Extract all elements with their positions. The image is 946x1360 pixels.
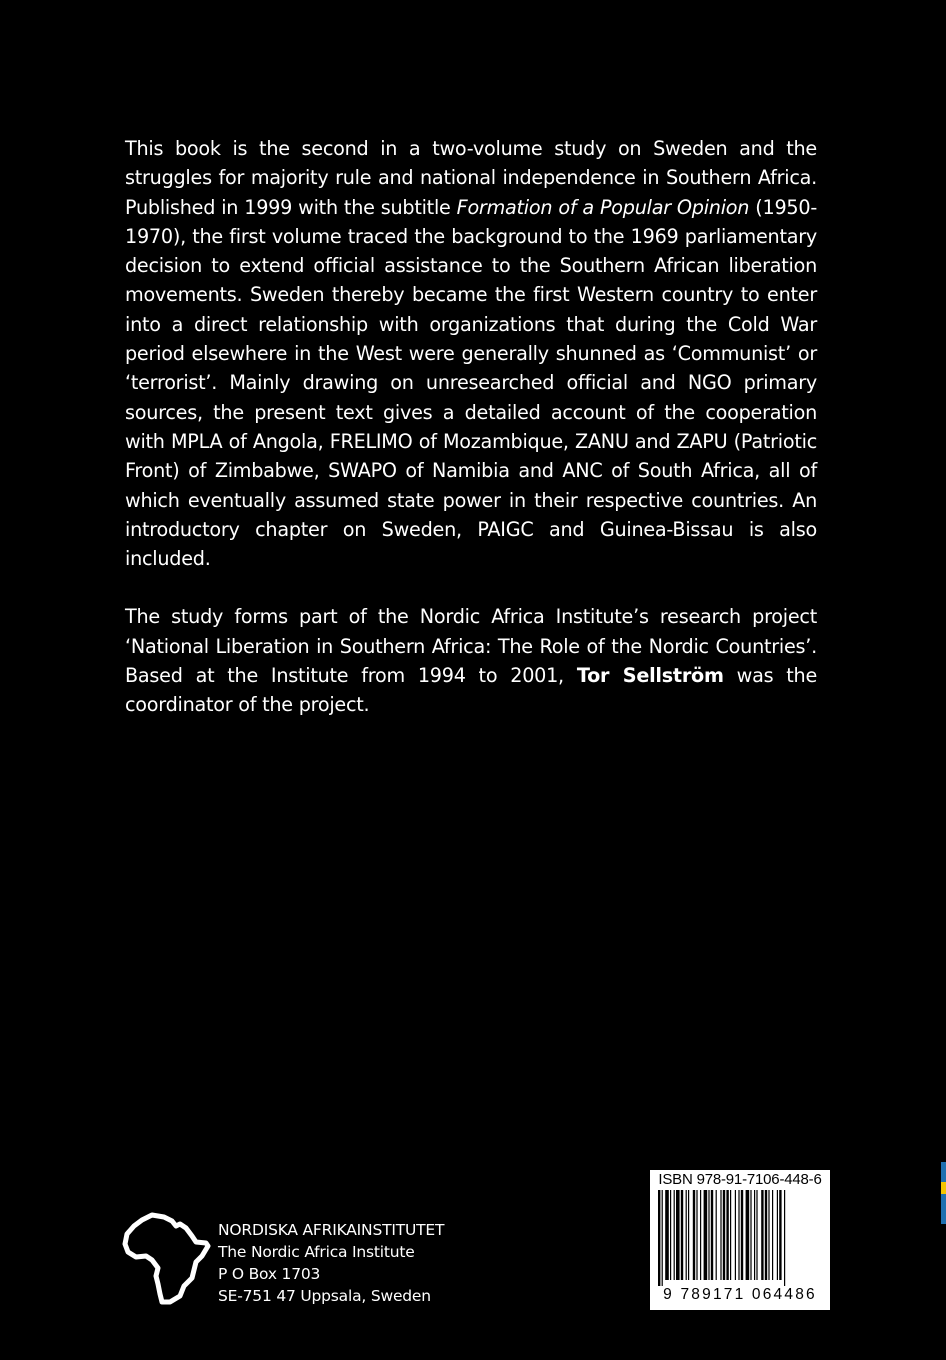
barcode-bar xyxy=(779,1190,781,1280)
blurb-paragraph-2: The study forms part of the Nordic Africa Institute’s research project ‘National Liberation in Southern Africa: The Role of the Nordic Countries’. Based at the Institute from 1994 to 2001, Tor Sellström was the coordinator of the project. xyxy=(125,605,817,717)
swedish-flag-strip xyxy=(941,1162,946,1224)
barcode-bar xyxy=(735,1190,736,1280)
volume-one-subtitle: Formation of a Popular Opinion xyxy=(456,195,750,219)
barcode-bar xyxy=(750,1190,751,1280)
author-name: Tor Sellström xyxy=(576,664,724,688)
publisher-name-en: The Nordic Africa Institute xyxy=(218,1243,415,1261)
publisher-city: SE-751 47 Uppsala, Sweden xyxy=(218,1287,431,1305)
barcode-bar xyxy=(730,1190,731,1280)
barcode-bar xyxy=(756,1190,757,1280)
barcode-bar xyxy=(741,1190,743,1280)
barcode-bar xyxy=(720,1190,721,1280)
barcode-bar xyxy=(754,1190,755,1280)
barcode-bar xyxy=(765,1190,767,1280)
barcode-bar xyxy=(711,1190,713,1280)
barcode-bar xyxy=(716,1190,717,1280)
barcode-bar xyxy=(761,1190,763,1280)
barcode-bar xyxy=(768,1190,769,1280)
barcode-bar xyxy=(676,1190,680,1280)
barcode-bar xyxy=(658,1190,660,1286)
barcode-bar xyxy=(704,1190,708,1280)
barcode-bar xyxy=(726,1190,728,1280)
barcode-bar xyxy=(665,1190,669,1280)
barcode-bar xyxy=(662,1190,663,1286)
isbn-barcode xyxy=(650,1170,830,1310)
barcode-bar xyxy=(723,1190,725,1280)
barcode-bar xyxy=(688,1190,689,1280)
publisher-address xyxy=(218,1219,444,1307)
africa-map-icon xyxy=(122,1212,212,1308)
barcode-bar xyxy=(693,1190,695,1280)
barcode-bar xyxy=(686,1190,687,1280)
barcode-bar xyxy=(777,1190,778,1280)
isbn-number: ISBN 978-91-7106-448-6 xyxy=(658,1171,822,1188)
barcode-bar xyxy=(696,1190,697,1280)
barcode-bars xyxy=(658,1190,822,1286)
barcode-bar xyxy=(681,1190,683,1280)
back-cover-blurb xyxy=(125,134,817,720)
barcode-bar xyxy=(784,1190,785,1286)
barcode-bar xyxy=(708,1190,709,1280)
publisher-po-box: P O Box 1703 xyxy=(218,1265,321,1283)
ean-digits: 9 789171 064486 xyxy=(663,1286,817,1303)
barcode-bar xyxy=(674,1190,675,1280)
barcode-bar xyxy=(746,1190,750,1280)
barcode-bar xyxy=(670,1190,671,1280)
blurb-paragraph-1: This book is the second in a two-volume study on Sweden and the struggles for majority rule and national independence in Southern Africa. Published in 1999 with the subtitle Formation of a Popular Opinion (1950-1970), the first volume traced the background to the 1969 parliamentary decision to extend official assistance to the Southern African liberation movements. Sweden thereby became the first Western country to enter into a direct relationship with organizations that during the Cold War period elsewhere in the West were generally shunned as ‘Communist’ or ‘terrorist’. Mainly drawing on unresearched official and NGO primary sources, the present text gives a detailed account of the cooperation with MPLA of Angola, FRELIMO of Mozambique, ZANU and ZAPU (Patriotic Front) of Zimbabwe, SWAPO of Namibia and ANC of South Africa, all of which eventually assumed state power in their respective countries. An introductory chapter on Sweden, PAIGC and Guinea-Bissau is also included. xyxy=(125,137,817,571)
publisher-name: NORDISKA AFRIKAINSTITUTET xyxy=(218,1221,445,1239)
barcode-bar xyxy=(772,1190,773,1280)
barcode-bar xyxy=(738,1190,739,1280)
barcode-bar xyxy=(700,1190,701,1280)
